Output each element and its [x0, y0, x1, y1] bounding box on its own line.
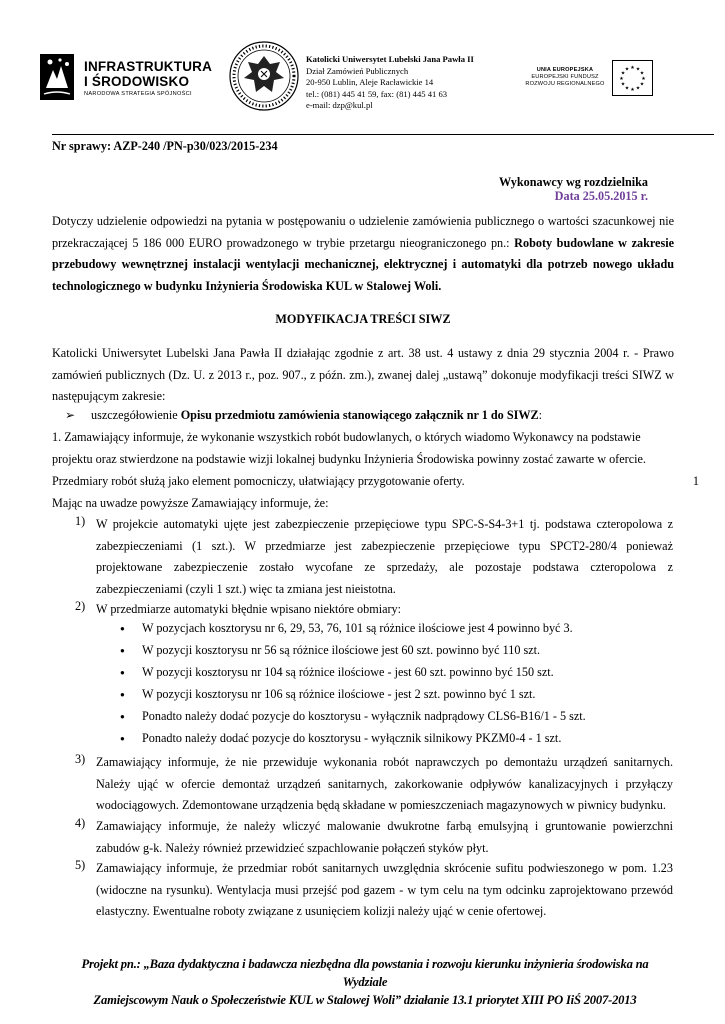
- intro-title: Roboty budowlane w zakresie przebudowy wewnętrznej instalacji wentylacji mechanicznej, elektrycznej i automatyki dla potrzeb nowego układu technologicznego w budynku Inżynieria Środowiska KUL w Stalowej Woli.: [52, 235, 674, 293]
- note-line-3: Przedmiary robót służą jako element pomocniczy, ułatwiający przygotowanie oferty.: [52, 474, 465, 488]
- logo-text-line2: I ŚRODOWISKO: [84, 74, 190, 89]
- intro-paragraph: [52, 211, 674, 297]
- item-number: 4): [75, 816, 86, 830]
- eu-star-icon: ★: [639, 82, 645, 88]
- eu-star-icon: ★: [619, 76, 624, 82]
- item-number: 2): [75, 599, 86, 613]
- arrow-item-end: :: [538, 408, 543, 422]
- section-heading: MODYFIKACJA TREŚCI SIWZ: [275, 312, 451, 326]
- list-item: Zamawiający informuje, że należy wliczyć malowanie dwukrotne farbą emulsyjną i gruntowanie powierzchni zabudów g-k. Należy również przewidzieć szpachlowanie połączeń styków płyt.: [96, 819, 673, 855]
- arrow-item-text: uszczegółowienie: [91, 408, 181, 422]
- eu-logo-text: [520, 67, 610, 89]
- department: Dział Zamówień Publicznych: [306, 65, 409, 76]
- item-number: 3): [75, 752, 86, 766]
- university-seal-icon: [228, 40, 300, 112]
- eu-line1: UNIA EUROPEJSKA: [536, 67, 594, 73]
- item-number: 1): [75, 514, 86, 528]
- bullet-item: ● Ponadto należy dodać pozycje do kosztorysu - wyłącznik silnikowy PKZM0-4 - 1 szt.: [142, 731, 561, 746]
- bullet-item: ● W pozycji kosztorysu nr 56 są różnice ilościowe jest 60 szt. powinno być 110 szt.: [142, 643, 540, 658]
- list-item: W projekcie automatyki ujęte jest zabezpieczenie przepięciowe typu SPC-S-S4-3+1 tj. podstawa czteropolowa z zabezpieczeniami (1 szt.). W przedmiarze jest zabezpieczenie przepięciowe typu SPCT2-280/4 ponieważ projektowane zabezpieczenie zostało wycofane ze sprzedaży, ale pozostaje podstawa czteropolowa z zabezpieczeniami (czyli 1 szt.) więc ta zmiana jest nieistotna.: [96, 517, 673, 596]
- eu-star-icon: ★: [639, 71, 645, 77]
- logo-text-line1: INFRASTRUKTURA: [84, 59, 213, 74]
- infrastruktura-logo: [40, 48, 213, 110]
- bullet-item: ● W pozycji kosztorysu nr 104 są różnice ilościowe - jest 60 szt. powinno być 150 szt.: [142, 665, 554, 680]
- project-footer: [60, 955, 670, 1009]
- infrastruktura-emblem-icon: [40, 48, 82, 110]
- arrow-bullet-icon: ➢: [65, 408, 76, 422]
- list-item: Zamawiający informuje, że przedmiar robót sanitarnych uwzględnia skrócenie sufitu podwieszonego w pom. 1.23 (widoczne na rysunku). Wentylacja musi przejść pod gazem - w tym celu na tym odcinku zaprojektowano przewód elastyczny. Ewentualne roboty związane z usunięciem kolizji należy ująć w cenie ofertowej.: [96, 861, 673, 918]
- item-number: 5): [75, 858, 86, 872]
- eu-star-icon: ★: [624, 67, 630, 73]
- eu-star-icon: ★: [624, 86, 630, 92]
- university-name: Katolicki Uniwersytet Lubelski Jana Pawła II: [306, 54, 474, 64]
- eu-star-icon: ★: [620, 82, 626, 88]
- list-item: Zamawiający informuje, że nie przewiduje wykonania robót naprawczych po demontażu urządzeń sanitarnych. Należy ująć w ofercie demontaż urządzeń sanitarnych, zakorkowanie odpływów kanalizacyjnych i przyłączy wodociągowych. Zdemontowane urządzenia będą składane w pomieszczeniach magazynowych w piwnicy budynku.: [96, 755, 673, 812]
- university-address-block: [306, 54, 516, 112]
- note-line-4: Mając na uwadze powyższe Zamawiający informuje, że:: [52, 496, 329, 510]
- eu-star-icon: ★: [630, 87, 635, 93]
- eu-line3: ROZWOJU REGIONALNEGO: [525, 81, 605, 88]
- eu-star-icon: ★: [630, 65, 635, 71]
- footer-line-1: Projekt pn.: „Baza dydaktyczna i badawcza niezbędna dla powstania i rozwoju kierunku inżynieria środowiska na Wydziale: [81, 957, 649, 989]
- phone-fax: tel.: (081) 445 41 59, fax: (81) 445 41 63: [306, 88, 448, 99]
- bullet-item: ● W pozycji kosztorysu nr 106 są różnice ilościowe - jest 2 szt. powinno być 1 szt.: [142, 687, 535, 702]
- eu-flag-icon: [612, 60, 653, 96]
- note-line-1: 1. Zamawiający informuje, że wykonanie wszystkich robót budowlanych, o których wiadomo Wykonawcy na podstawie: [52, 430, 641, 444]
- email: e-mail: dzp@kul.pl: [306, 100, 373, 111]
- eu-star-icon: ★: [635, 67, 641, 73]
- document-date: Data 25.05.2015 r.: [554, 189, 648, 203]
- arrow-item: [65, 408, 542, 423]
- address: 20-950 Lublin, Aleje Racławickie 14: [306, 77, 434, 88]
- list-item: W przedmiarze automatyki błędnie wpisano niektóre obmiary:: [96, 602, 402, 616]
- logo-text-line3: NARODOWA STRATEGIA SPÓJNOŚCI: [84, 91, 192, 97]
- case-number: Nr sprawy: AZP-240 /PN-p30/023/2015-234: [52, 139, 278, 153]
- bullet-item: ● Ponadto należy dodać pozycje do kosztorysu - wyłącznik nadprądowy CLS6-B16/1 - 5 szt.: [142, 709, 586, 724]
- eu-star-icon: ★: [641, 76, 646, 82]
- arrow-item-bold: Opisu przedmiotu zamówienia stanowiącego załącznik nr 1 do SIWZ: [180, 408, 539, 422]
- eu-star-icon: ★: [620, 71, 626, 77]
- footer-line-2: Zamiejscowym Nauk o Społeczeństwie KUL w Stalowej Woli” działanie 13.1 priorytet XIII PO IiŚ 2007-2013: [93, 993, 637, 1007]
- header-divider: [52, 134, 714, 135]
- bullet-item: ● W pozycjach kosztorysu nr 6, 29, 53, 76, 101 są różnice ilościowe jest 4 powinno być 3.: [142, 621, 573, 636]
- note-line-2: projektu oraz stwierdzone na podstawie wizji lokalnej budynku Inżynieria Środowiska powinny zostać zawarte w ofercie.: [52, 452, 646, 466]
- body-paragraph: Katolicki Uniwersytet Lubelski Jana Pawła II działając zgodnie z art. 38 ust. 4 ustawy z dnia 29 stycznia 2004 r. - Prawo zamówień publicznych (Dz. U. z 2013 r., poz. 907., z późn. zm.), zwanej dalej „ustawą” dokonuje modyfikacji treści SIWZ w następującym zakresie:: [52, 346, 674, 403]
- distribution-note: Wykonawcy wg rozdzielnika: [499, 175, 648, 189]
- eu-star-icon: ★: [635, 86, 641, 92]
- intro-text: Dotyczy udzielenie odpowiedzi na pytania w postępowaniu o udzielenie zamówienia publicznego o wartości szacunkowej nie przekraczającej 5 186 000 EURO prowadzonego w trybie przetargu nieograniczonego pn.:: [52, 214, 674, 250]
- eu-line2: EUROPEJSKI FUNDUSZ: [531, 74, 599, 81]
- page-number: 1: [692, 474, 699, 488]
